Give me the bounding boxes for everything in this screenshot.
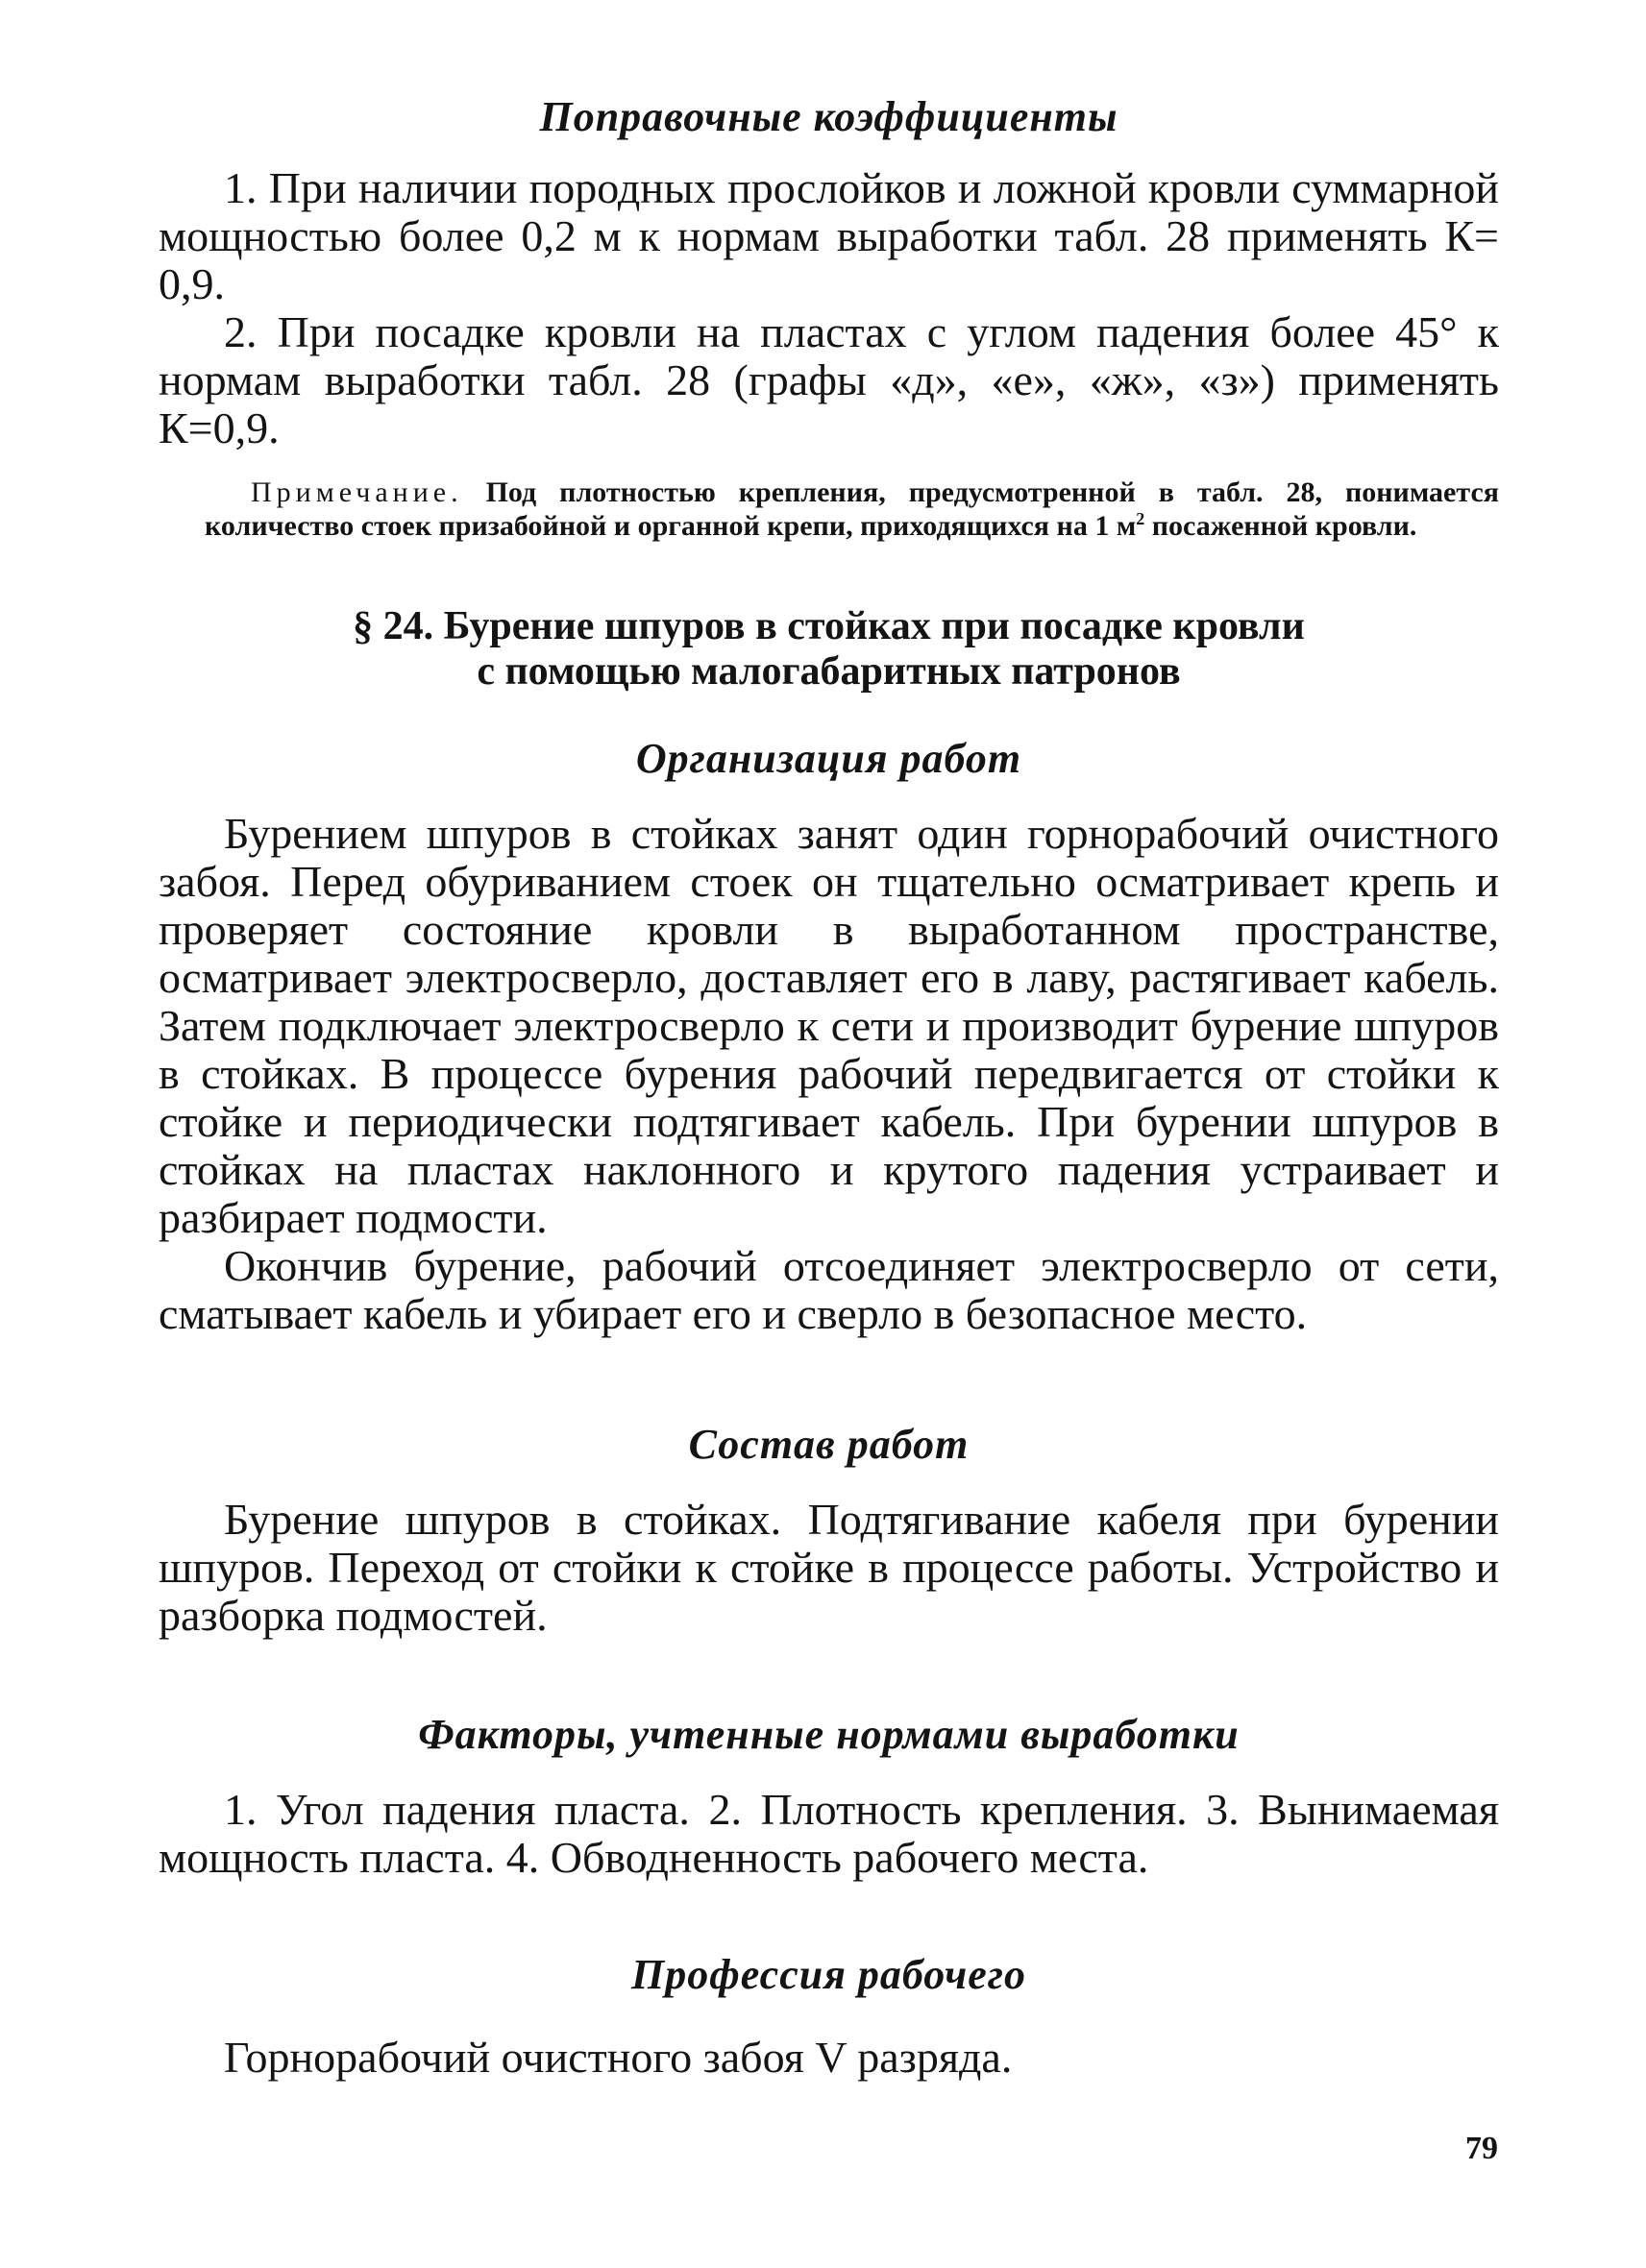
organization-heading: Организация работ: [635, 735, 1022, 782]
note-label: Примечание.: [251, 476, 463, 508]
composition-text: Бурение шпуров в стойках. Подтягивание кабеля при бурении шпуров. Переход от стойки к стойке в процессе работы. Устройство и разборка подмостей.: [159, 1495, 1499, 1640]
note: [205, 476, 1499, 543]
page-content: [159, 91, 1499, 2082]
section-title-line-1: § 24. Бурение шпуров в стойках при посадке кровли: [353, 604, 1305, 648]
section-title: [159, 604, 1499, 695]
correction-heading: Поправочные коэффициенты: [539, 93, 1118, 140]
factors-text: 1. Угол падения пласта. 2. Плотность крепления. 3. Вынимаемая мощность пласта. 4. Обводненность рабочего места.: [159, 1785, 1499, 1882]
note-text-a: Под плотностью крепления, предусмотренной в табл. 28, понимается количество стоек призабойной и органной крепи, приходящихся на 1 м: [205, 476, 1500, 542]
profession-heading: Профессия рабочего: [631, 1951, 1026, 1998]
page-number: 79: [1465, 2131, 1498, 2166]
profession-text: Горнорабочий очистного забоя V разряда.: [224, 2033, 1013, 2082]
correction-item-2: 2. При посадке кровли на пластах с углом падения более 45° к нормам выработки табл. 28 (графы «д», «е», «ж», «з») применять К=0,9.: [159, 307, 1499, 452]
note-text-b: посаженной кровли.: [1144, 510, 1417, 542]
correction-item-1: 1. При наличии породных прослойков и ложной кровли суммарной мощностью более 0,2 м к нормам выработки табл. 28 применять К= 0,9.: [159, 163, 1499, 308]
section-title-line-2: с помощью малогабаритных патронов: [477, 649, 1181, 694]
organization-paragraph-2: Окончив бурение, рабочий отсоединяет электросверло от сети, сматывает кабель и убирает его и сверло в безопасное место.: [159, 1241, 1499, 1338]
note-superscript: 2: [1136, 509, 1145, 528]
composition-heading: Состав работ: [688, 1421, 970, 1468]
factors-heading: Факторы, учтенные нормами выработки: [418, 1711, 1240, 1758]
organization-paragraph-1: Бурением шпуров в стойках занят один горнорабочий очистного забоя. Перед обуриванием стоек он тщательно осматривает крепь и проверяет состояние кровли в выработанном пространстве, осматривает электросверло, доставляет его в лаву, растягивает кабель. Затем подключает электросверло к сети и производит бурение шпуров в стойках. В процессе бурения рабочий передвигается от стойки к стойке и периодически подтягивает кабель. При бурении шпуров в стойках на пластах наклонного и крутого падения устраивает и разбирает подмости.: [159, 809, 1499, 1242]
